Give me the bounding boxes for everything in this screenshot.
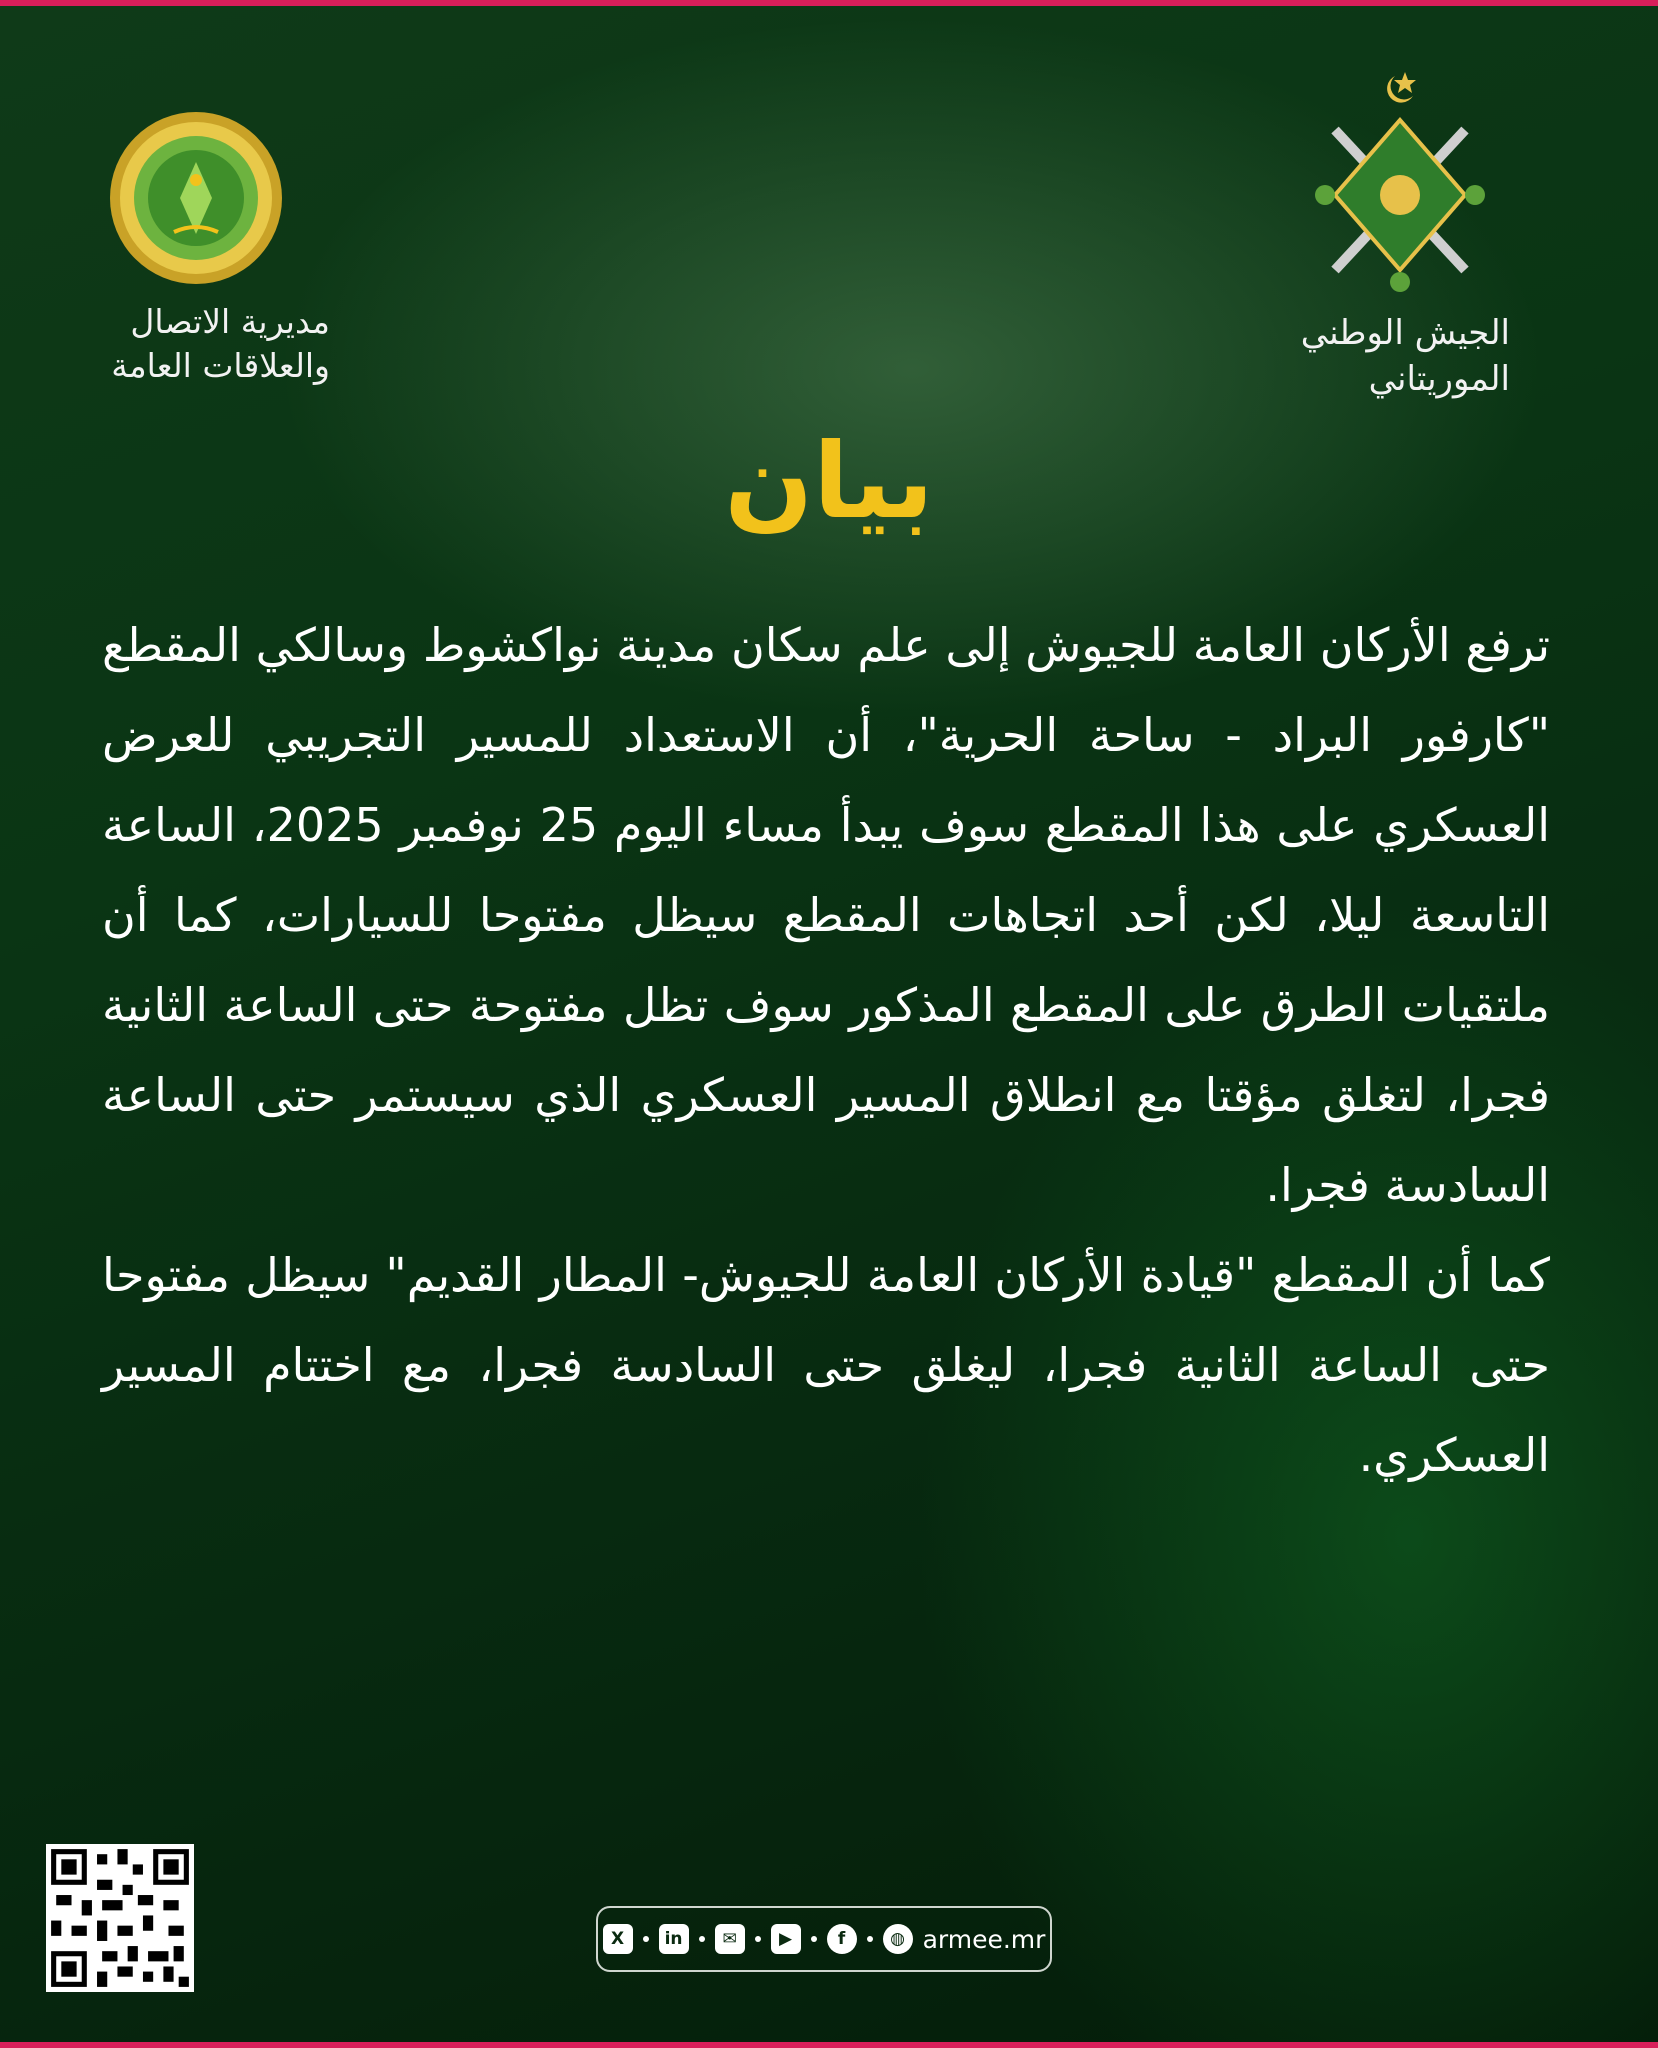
- linkedin-icon[interactable]: in: [659, 1924, 689, 1954]
- statement-body: [102, 600, 1550, 1500]
- separator-dot: [811, 1936, 817, 1942]
- directorate-name-line1: مديرية الاتصال: [130, 302, 330, 341]
- page-title: بيان: [724, 420, 934, 542]
- statement-paragraph-1: ترفع الأركان العامة للجيوش إلى علم سكان مدينة نواكشوط وسالكي المقطع "كارفور البراد - ساحة الحرية"، أن الاستعداد للمسير التجريبي للعرض العسكري على هذا المقطع سوف يبدأ مساء اليوم 25 نوفمبر 2025، الساعة التاسعة ليلا، لكن أحد اتجاهات المقطع سيظل مفتوحا للسيارات، كما أن ملتقيات الطرق على المقطع المذكور سوف تظل مفتوحة حتى الساعة الثانية فجرا، لتغلق مؤقتا مع انطلاق المسير العسكري الذي سيستمر حتى الساعة السادسة فجرا.: [102, 618, 1551, 1212]
- army-emblem-icon: [1295, 70, 1505, 300]
- army-name: [1260, 310, 1510, 402]
- separator-dot: [699, 1936, 705, 1942]
- x-icon[interactable]: X: [603, 1924, 633, 1954]
- youtube-icon[interactable]: ▶: [771, 1924, 801, 1954]
- bottom-accent-border: [0, 2042, 1658, 2048]
- directorate-name-line2: والعلاقات العامة: [111, 346, 330, 385]
- separator-dot: [755, 1936, 761, 1942]
- separator-dot: [867, 1936, 873, 1942]
- army-name-line1: الجيش الوطني: [1300, 313, 1510, 353]
- website-link[interactable]: armee.mr: [922, 1924, 1046, 1954]
- facebook-icon[interactable]: f: [827, 1924, 857, 1954]
- directorate-name: [60, 300, 330, 388]
- qr-code-icon[interactable]: [46, 1844, 194, 1992]
- army-name-line2: الموريتاني: [1368, 359, 1510, 399]
- communication-directorate-seal-icon: [108, 110, 284, 286]
- globe-icon[interactable]: ◍: [883, 1924, 913, 1954]
- top-accent-border: [0, 0, 1658, 6]
- separator-dot: [643, 1936, 649, 1942]
- statement-paragraph-2: كما أن المقطع "قيادة الأركان العامة للجيوش- المطار القديم" سيظل مفتوحا حتى الساعة الثانية فجرا، ليغلق حتى السادسة فجرا، مع اختتام المسير العسكري.: [102, 1248, 1550, 1482]
- social-links-bar: [596, 1906, 1052, 1972]
- mail-icon[interactable]: ✉: [715, 1924, 745, 1954]
